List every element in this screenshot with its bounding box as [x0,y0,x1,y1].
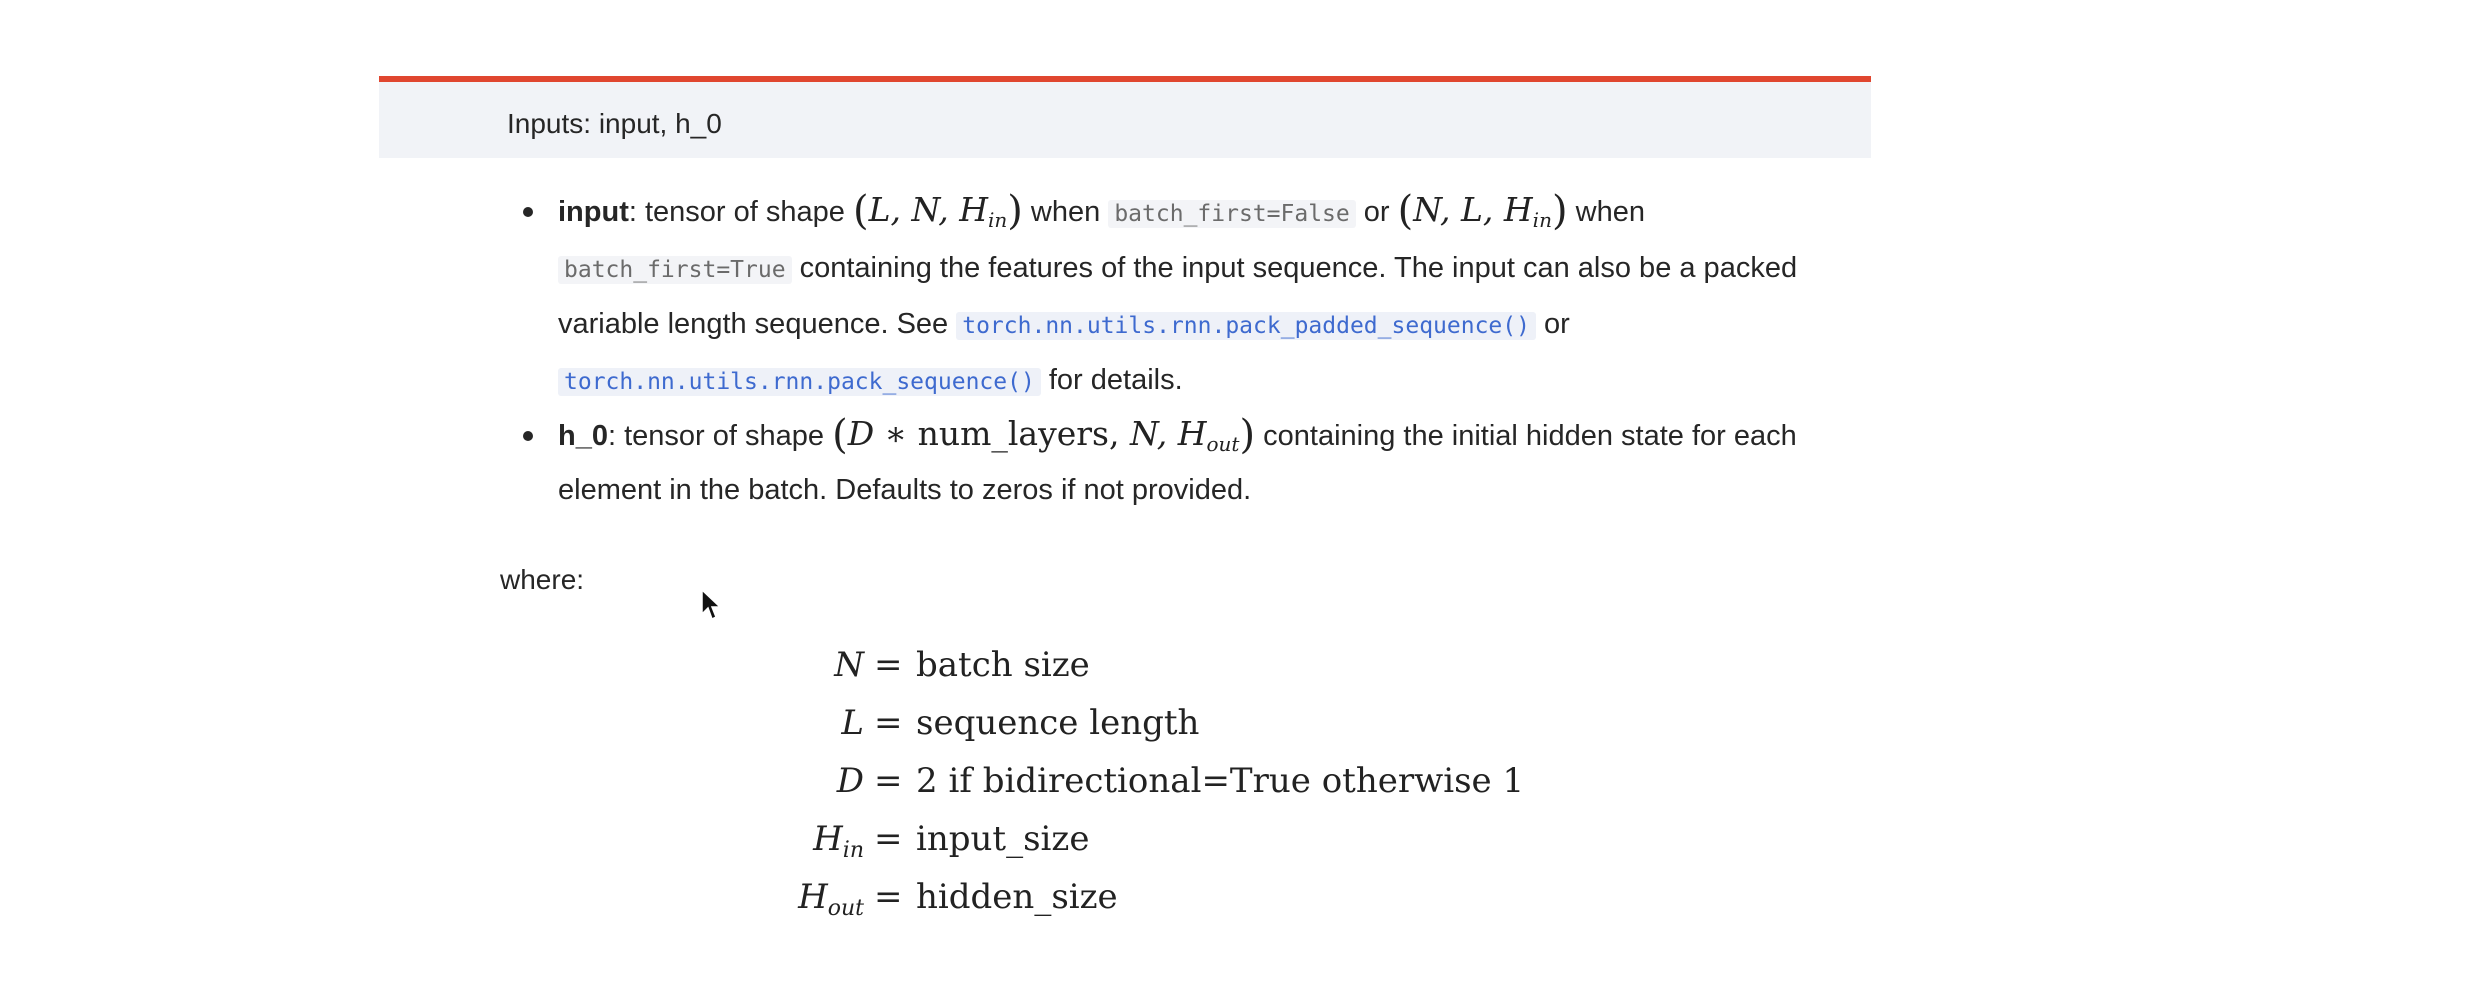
link-pack-sequence[interactable]: torch.nn.utils.rnn.pack_sequence() [558,368,1041,396]
where-label: where: [500,564,585,595]
code-batch-first-true: batch_first=True [558,256,792,284]
code-batch-first-false: batch_first=False [1108,200,1355,228]
param-input-line-2: batch_first=True containing the features of the input sequence. The input can also be a packed [558,250,1797,288]
definition-row: L = sequence length [841,703,1200,743]
param-input-line-4: torch.nn.utils.rnn.pack_sequence() for details. [558,362,1183,400]
link-pack-padded-sequence[interactable]: torch.nn.utils.rnn.pack_padded_sequence() [956,312,1536,340]
param-input-line-1: input: tensor of shape (L, N, $H_{in}$) when batch_first=False or (N, L, $H_{in}$) when [558,188,1645,234]
math-shape-input-1: (L, N, $H_{in}$) [852,188,1023,234]
param-name-h0: h_0 [558,420,608,452]
definition-row: $H_{out}$ = hidden_size [798,877,1118,921]
math-shape-h0: (D ∗ num_layers, N, $H_{out}$) [832,412,1256,458]
param-name-input: input [558,196,629,228]
math-shape-input-2: (N, L, $H_{in}$) [1397,188,1568,234]
list-bullet [523,207,533,217]
admonition-title: Inputs: input, h_0 [507,108,722,139]
definition-row: N = batch size [834,645,1090,685]
param-h0-line-2: element in the batch. Defaults to zeros if not provided. [558,474,1252,506]
param-h0-line-1: h_0: tensor of shape (D ∗ num_layers, N, $H_{out}$) containing the initial hidden state for each [558,412,1797,458]
definition-row: $H_{in}$ = input_size [813,819,1090,863]
list-bullet [523,431,533,441]
inputs-admonition-header [379,76,1871,158]
mouse-pointer-icon [700,588,722,622]
definition-row: D = 2 if bidirectional=True otherwise 1 [836,761,1525,801]
param-input-line-3: variable length sequence. See torch.nn.utils.rnn.pack_padded_sequence() or [558,308,1570,340]
